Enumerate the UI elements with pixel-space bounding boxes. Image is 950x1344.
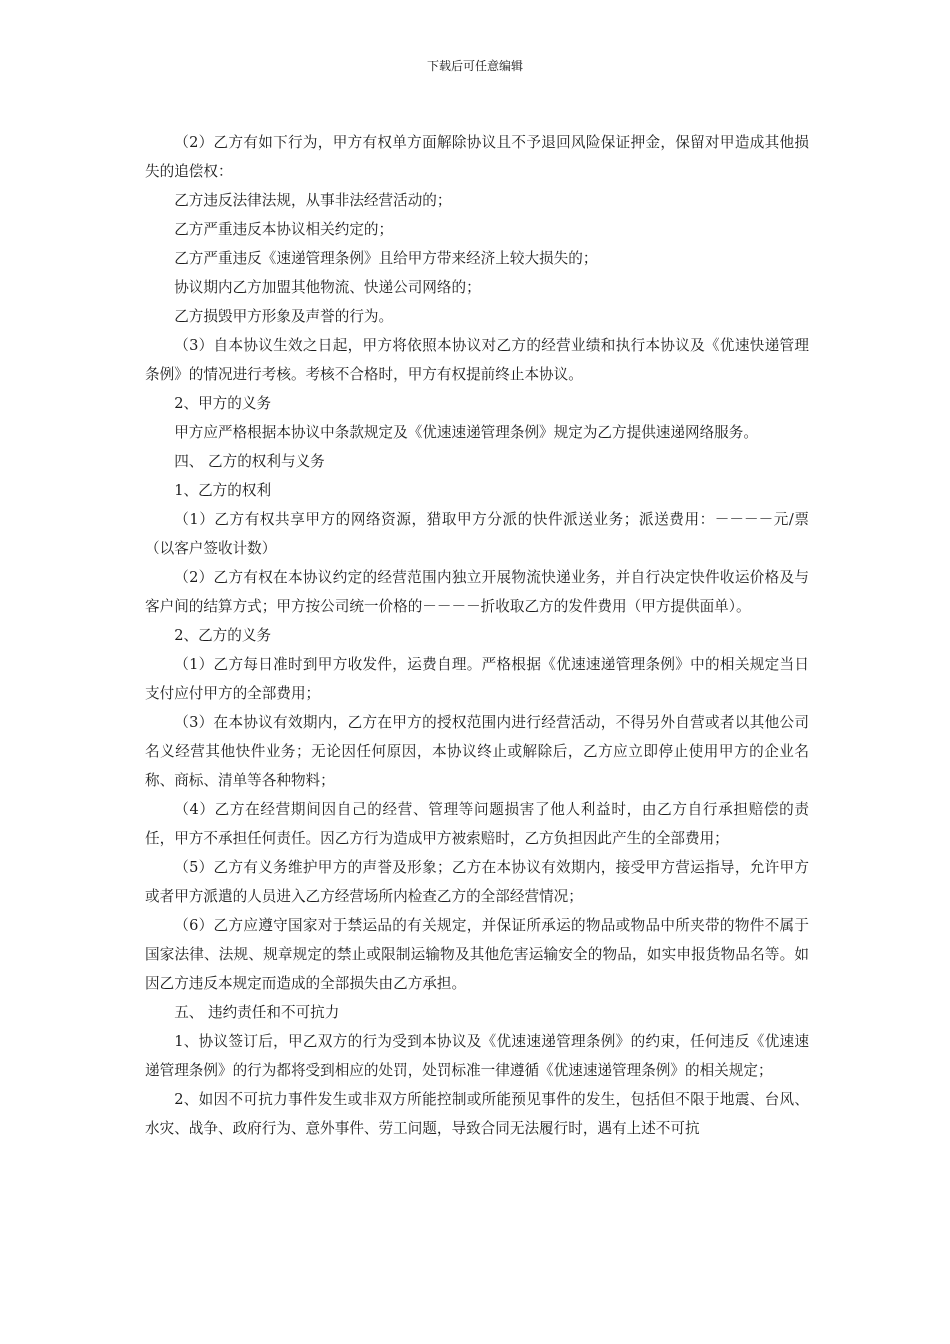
list-item: 乙方损毁甲方形象及声誉的行为。 — [174, 308, 394, 325]
list-item: 协议期内乙方加盟其他物流、快递公司网络的； — [174, 279, 481, 296]
paragraph: （3）在本协议有效期内，乙方在甲方的授权范围内进行经营活动，不得另外自营或者以其他公司名义经营其他快件业务；无论因任何原因，本协议终止或解除后，乙方应立即停止使用甲方的企业名称、商标、清单等各种物料； — [145, 714, 809, 789]
page-header: 下载后可任意编辑 — [426, 59, 523, 73]
section-heading: 五、 违约责任和不可抗力 — [174, 1004, 340, 1021]
paragraph: 甲方应严格根据本协议中条款规定及《优速速递管理条例》规定为乙方提供速递网络服务。 — [174, 424, 758, 441]
list-item: 乙方严重违反本协议相关约定的； — [174, 221, 394, 238]
paragraph: （3）自本协议生效之日起，甲方将依照本协议对乙方的经营业绩和执行本协议及《优速快递管理条例》的情况进行考核。考核不合格时，甲方有权提前终止本协议。 — [145, 337, 809, 383]
paragraph: 1、协议签订后，甲乙双方的行为受到本协议及《优速速递管理条例》的约束，任何违反《优速速递管理条例》的行为都将受到相应的处罚，处罚标准一律遵循《优速速递管理条例》的相关规定； — [145, 1033, 809, 1079]
section-heading: 2、甲方的义务 — [174, 395, 272, 412]
paragraph: （2）乙方有权在本协议约定的经营范围内独立开展物流快递业务，并自行决定快件收运价格及与客户间的结算方式；甲方按公司统一价格的－－－－折收取乙方的发件费用（甲方提供面单）。 — [145, 569, 809, 615]
paragraph: 2、如因不可抗力事件发生或非双方所能控制或所能预见事件的发生，包括但不限于地震、台风、水灾、战争、政府行为、意外事件、劳工问题，导致合同无法履行时，遇有上述不可抗 — [145, 1091, 809, 1137]
section-heading: 1、乙方的权利 — [174, 482, 272, 499]
paragraph: （1）乙方每日准时到甲方收发件，运费自理。严格根据《优速速递管理条例》中的相关规定当日支付应付甲方的全部费用； — [145, 656, 809, 702]
paragraph: （6）乙方应遵守国家对于禁运品的有关规定，并保证所承运的物品或物品中所夹带的物件不属于国家法律、法规、规章规定的禁止或限制运输物及其他危害运输安全的物品，如实申报货物品名等。如因乙方违反本规定而造成的全部损失由乙方承担。 — [145, 917, 809, 992]
document-body — [145, 128, 809, 1143]
list-item: 乙方违反法律法规，从事非法经营活动的； — [174, 192, 452, 209]
section-heading: 2、乙方的义务 — [174, 627, 272, 644]
paragraph: （4）乙方在经营期间因自己的经营、管理等问题损害了他人利益时，由乙方自行承担赔偿的责任，甲方不承担任何责任。因乙方行为造成甲方被索赔时，乙方负担因此产生的全部费用； — [145, 801, 809, 847]
paragraph: （5）乙方有义务维护甲方的声誉及形象；乙方在本协议有效期内，接受甲方营运指导，允许甲方或者甲方派遣的人员进入乙方经营场所内检查乙方的全部经营情况； — [145, 859, 809, 905]
paragraph: （1）乙方有权共享甲方的网络资源，猎取甲方分派的快件派送业务；派送费用：－－－－元/票（以客户签收计数） — [145, 511, 809, 557]
list-item: 乙方严重违反《速递管理条例》且给甲方带来经济上较大损失的； — [174, 250, 598, 267]
paragraph: （2）乙方有如下行为，甲方有权单方面解除协议且不予退回风险保证押金，保留对甲造成其他损失的追偿权： — [145, 134, 809, 180]
section-heading: 四、 乙方的权利与义务 — [174, 453, 325, 470]
